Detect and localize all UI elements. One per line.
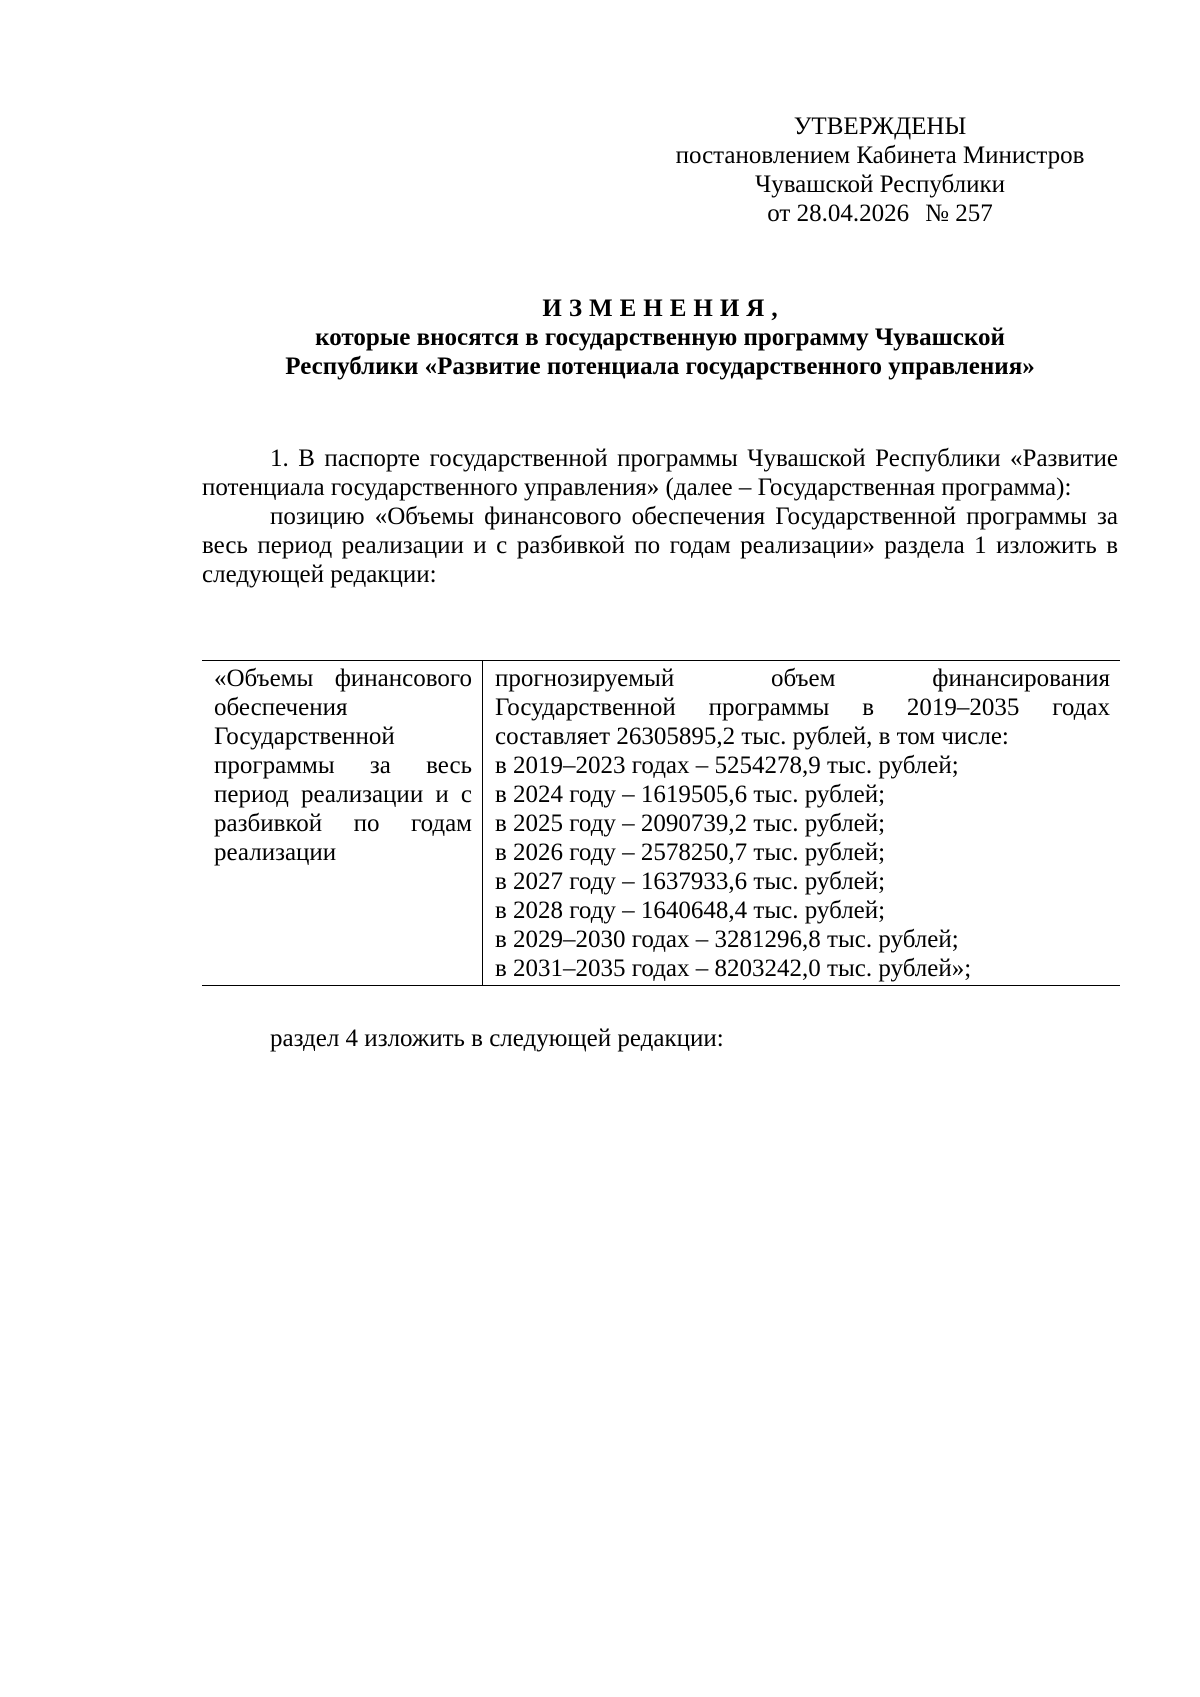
document-subtitle-line-1: которые вносятся в государственную программу Чувашской	[315, 324, 1005, 351]
paragraph-passport: 1. В паспорте государственной программы Чувашской Республики «Развитие потенциала государственного управления» (далее – Государственная программа):	[202, 445, 1118, 501]
financing-line: в 2031–2035 годах – 8203242,0 тыс. рублей»;	[495, 955, 972, 982]
financing-line: в 2029–2030 годах – 3281296,8 тыс. рублей;	[495, 926, 959, 953]
financing-line: в 2019–2023 годах – 5254278,9 тыс. рублей;	[495, 752, 959, 779]
decree-date: от 28.04.2026	[767, 200, 910, 227]
closing-paragraph: раздел 4 изложить в следующей редакции:	[270, 1025, 724, 1052]
approval-authority: постановлением Кабинета Министров	[675, 142, 1085, 169]
document-subtitle-line-2: Республики «Развитие потенциала государственного управления»	[285, 353, 1035, 380]
decree-reference	[640, 199, 1120, 228]
approval-region: Чувашской Республики	[754, 171, 1006, 198]
financing-line: в 2027 году – 1637933,6 тыс. рублей;	[495, 868, 886, 895]
financing-table	[202, 660, 1120, 986]
approval-stamp	[640, 112, 1120, 228]
decree-number: № 257	[925, 200, 993, 227]
financing-intro: прогнозируемый объем финансирования Государственной программы в 2019–2035 годах составляет 26305895,2 тыс. рублей, в том числе:	[495, 665, 1110, 750]
financing-line: в 2026 году – 2578250,7 тыс. рублей;	[495, 839, 886, 866]
approval-title: УТВЕРЖДЕНЫ	[793, 113, 967, 140]
document-title: ИЗМЕНЕНИЯ,	[542, 295, 785, 322]
table-value-cell	[483, 661, 1121, 986]
paragraph-position: позицию «Объемы финансового обеспечения Государственной программы за весь период реализации и с разбивкой по годам реализации» раздела 1 изложить в следующей редакции:	[202, 503, 1118, 588]
financing-line: в 2025 году – 2090739,2 тыс. рублей;	[495, 810, 886, 837]
financing-line: в 2028 году – 1640648,4 тыс. рублей;	[495, 897, 886, 924]
table-row	[202, 661, 1120, 986]
document-heading	[200, 294, 1120, 381]
document-body	[202, 444, 1118, 589]
financing-line: в 2024 году – 1619505,6 тыс. рублей;	[495, 781, 886, 808]
table-label-cell: «Объемы финансового обеспечения Государственной программы за весь период реализации и с разбивкой по годам реализации	[202, 661, 483, 986]
